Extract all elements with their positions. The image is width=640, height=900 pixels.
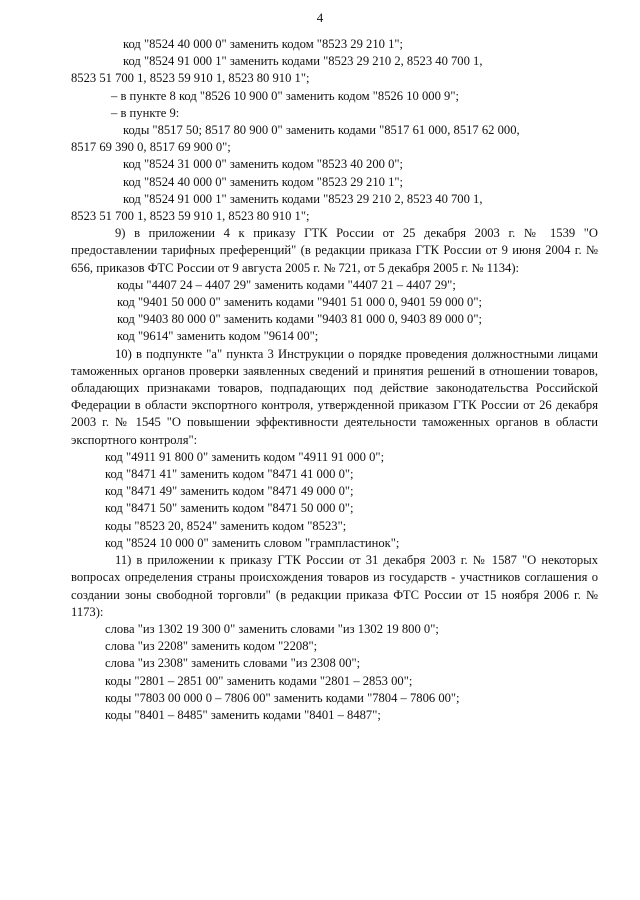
text-line: слова "из 2308" заменить словами "из 2308 00";	[105, 656, 361, 671]
text-line: код "9614" заменить кодом "9614 00";	[117, 329, 319, 344]
text-line: 8523 51 700 1, 8523 59 910 1, 8523 80 910 1";	[71, 71, 310, 86]
text-line: код "9403 80 000 0" заменить кодами "9403 81 000 0, 9403 89 000 0";	[117, 312, 482, 327]
text-line: коды "2801 – 2851 00" заменить кодами "2801 – 2853 00";	[105, 673, 413, 688]
text-line: коды "8401 – 8485" заменить кодами "8401 – 8487";	[105, 707, 381, 722]
text-line: код "8524 40 000 0" заменить кодом "8523 29 210 1";	[123, 37, 404, 51]
text-line: коды "4407 24 – 4407 29" заменить кодами "4407 21 – 4407 29";	[117, 277, 456, 292]
text-line: код "8524 10 000 0" заменить словом "грампластинок";	[105, 535, 400, 550]
text-line: код "4911 91 800 0" заменить кодом "4911 91 000 0";	[105, 449, 385, 464]
document-body	[71, 36, 598, 724]
text-line: 8517 69 390 0, 8517 69 900 0";	[71, 140, 231, 155]
page-number: 4	[316, 10, 324, 25]
text-line: код "8524 31 000 0" заменить кодом "8523 40 200 0";	[123, 157, 404, 172]
text-line: код "8524 40 000 0" заменить кодом "8523 29 210 1";	[123, 174, 404, 189]
text-line: код "8471 49" заменить кодом "8471 49 000 0";	[105, 484, 354, 499]
text-line: слова "из 1302 19 300 0" заменить словами "из 1302 19 800 0";	[105, 621, 439, 636]
paragraph-11: 11) в приложении к приказу ГТК России от 31 декабря 2003 г. № 1587 "О некоторых вопросах определения страны происхождения товаров из государств - участников соглашения о создании зоны свободной торговли" (в редакции приказа ФТС России от 15 ноября 2006 г. № 1173):	[71, 553, 598, 619]
text-line: код "8524 91 000 1" заменить кодами "8523 29 210 2, 8523 40 700 1,	[123, 191, 483, 206]
text-line: код "8524 91 000 1" заменить кодами "8523 29 210 2, 8523 40 700 1,	[123, 54, 483, 69]
text-line: код "8471 50" заменить кодом "8471 50 000 0";	[105, 501, 354, 516]
text-line: код "8471 41" заменить кодом "8471 41 000 0";	[105, 467, 354, 482]
text-line: – в пункте 8 код "8526 10 900 0" заменить кодом "8526 10 000 9";	[111, 88, 459, 103]
text-line: коды "8517 50; 8517 80 900 0" заменить кодами "8517 61 000, 8517 62 000,	[123, 123, 520, 138]
text-line: 8523 51 700 1, 8523 59 910 1, 8523 80 910 1";	[71, 209, 310, 224]
paragraph-10: 10) в подпункте "а" пункта 3 Инструкции о порядке проведения должностными лицами таможенных органов проверки заявленных сведений и принятия решений в отношении товаров, обладающих признаками товаров, подпадающих под действие законодательства Российской Федерации в области экспортного контроля, утвержденной приказом ГТК России от 26 декабря 2003 г. № 1545 "О повышении эффективности деятельности таможенных органов в области экспортного контроля":	[71, 346, 598, 447]
text-line: слова "из 2208" заменить кодом "2208";	[105, 639, 318, 654]
text-line: коды "8523 20, 8524" заменить кодом "8523";	[105, 518, 347, 533]
text-line: коды "7803 00 000 0 – 7806 00" заменить кодами "7804 – 7806 00";	[105, 690, 460, 705]
text-line: код "9401 50 000 0" заменить кодами "9401 51 000 0, 9401 59 000 0";	[117, 295, 482, 310]
paragraph-9: 9) в приложении 4 к приказу ГТК России от 25 декабря 2003 г. № 1539 "О предоставлении тарифных преференций" (в редакции приказа ГТК России от 9 июня 2004 г. № 656, приказов ФТС России от 9 августа 2005 г. № 721, от 5 декабря 2005 г. № 1134):	[71, 226, 598, 275]
text-line: – в пункте 9:	[111, 105, 180, 120]
